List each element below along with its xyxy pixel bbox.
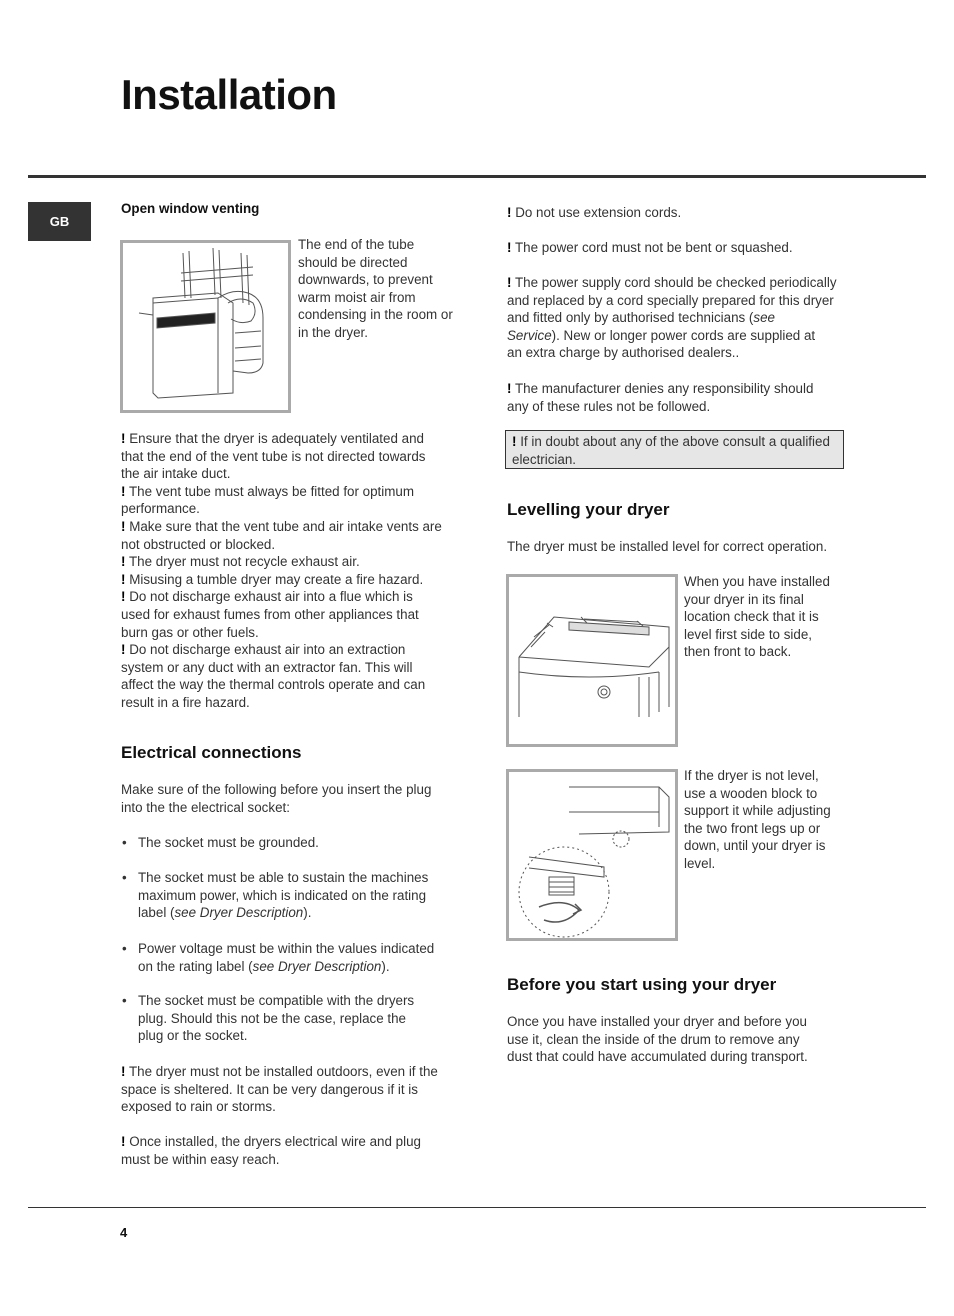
warning-line: burn gas or other fuels. (121, 624, 259, 640)
levelling-intro: The dryer must be installed level for correct operation. (507, 539, 828, 554)
warning-supply-cord: ! The power supply cord should be checked periodically and replaced by a cord specially prepared for this dryer and fitted only by authorised technicians (see Service). New or longer power cords are supplied at an extra charge by authorised dealers.. (507, 275, 837, 361)
warning-line: used for exhaust fumes from other appliances that (121, 606, 419, 622)
levelling-heading: Levelling your dryer (507, 500, 670, 519)
caption-line: condensing in the room or (298, 307, 453, 323)
warning-item: ! Ensure that the dryer is adequately ventilated and (121, 431, 424, 446)
dryer-leg-adjust-illustration (506, 769, 678, 941)
warning-item: ! Do not discharge exhaust air into an extraction (121, 642, 406, 658)
page-number: 4 (120, 1225, 128, 1240)
intro-line: into the the electrical socket: (121, 799, 290, 815)
warning-item: ! The dryer must not recycle exhaust air. (121, 554, 360, 570)
bottom-rule (28, 1207, 926, 1208)
warning-outdoor: ! The dryer must not be installed outdoors, even if the space is sheltered. It can be very dangerous if it is exposed to rain or storms. (121, 1064, 438, 1115)
bullet-compatible: • The socket must be compatible with the dryers plug. Should this not be the case, replace the plug or the socket. (122, 993, 415, 1044)
warning-item: ! The vent tube must always be fitted for optimum (121, 483, 415, 499)
open-window-heading: Open window venting (121, 201, 260, 216)
level-drawing (509, 577, 675, 744)
warning-reach: ! Once installed, the dryers electrical wire and plug must be within easy reach. (121, 1134, 421, 1167)
warning-item: ! Do not discharge exhaust air into a flue which is (121, 589, 413, 605)
warning-line: result in a fire hazard. (121, 694, 250, 710)
warning-line: affect the way the thermal controls operate and can (121, 677, 426, 693)
electrical-heading: Electrical connections (121, 743, 302, 762)
language-tab: GB (28, 202, 91, 241)
ventilation-warnings (121, 430, 461, 712)
warning-bent: ! The power cord must not be bent or squashed. (507, 240, 793, 255)
warning-line: the air intake duct. (121, 466, 231, 482)
bullet-grounded: • The socket must be grounded. (122, 835, 319, 850)
level-caption-2: If the dryer is not level, use a wooden block to support it while adjusting the two front legs up or down, until your dryer is level. (684, 768, 831, 871)
open-window-caption (298, 236, 453, 342)
dryer-level-illustration (506, 574, 678, 747)
bullet-voltage: • Power voltage must be within the values indicated on the rating label (see Dryer Description). (122, 941, 435, 974)
bullet-max-power: • The socket must be able to sustain the machines maximum power, which is indicated on the rating label (see Dryer Description). (122, 870, 429, 921)
level-caption-1: When you have installed your dryer in its final location check that it is level first side to side, then front to back. (684, 574, 830, 660)
warning-line: that the end of the vent tube is not directed towards (121, 448, 426, 464)
warning-line: performance. (121, 501, 200, 517)
caption-line: in the dryer. (298, 324, 368, 340)
warning-item: ! Misusing a tumble dryer may create a fire hazard. (121, 571, 424, 587)
warning-manufacturer: ! The manufacturer denies any responsibility should any of these rules not be followed. (507, 381, 814, 414)
warning-line: not obstructed or blocked. (121, 536, 276, 552)
before-use-body: Once you have installed your dryer and before you use it, clean the inside of the drum to remove any dust that could have accumulated during transport. (507, 1014, 808, 1065)
caption-line: warm moist air from (298, 289, 416, 305)
dryer-vent-illustration (120, 240, 291, 413)
warning-item: ! Make sure that the vent tube and air intake vents are (121, 518, 442, 534)
page-title: Installation (121, 71, 337, 118)
caption-line: The end of the tube (298, 237, 415, 252)
dryer-vent-drawing (123, 243, 288, 410)
electrician-callout: ! If in doubt about any of the above consult a qualified electrician. (505, 430, 844, 469)
warning-line: system or any duct with an extractor fan. This will (121, 659, 413, 675)
leg-adjust-drawing (509, 772, 675, 938)
warning-extension: ! Do not use extension cords. (507, 205, 682, 220)
electrical-intro (121, 781, 431, 816)
caption-line: downwards, to prevent (298, 272, 433, 288)
caption-line: should be directed (298, 254, 408, 270)
intro-line: Make sure of the following before you insert the plug (121, 782, 432, 797)
before-use-heading: Before you start using your dryer (507, 975, 777, 994)
top-rule (28, 175, 926, 178)
